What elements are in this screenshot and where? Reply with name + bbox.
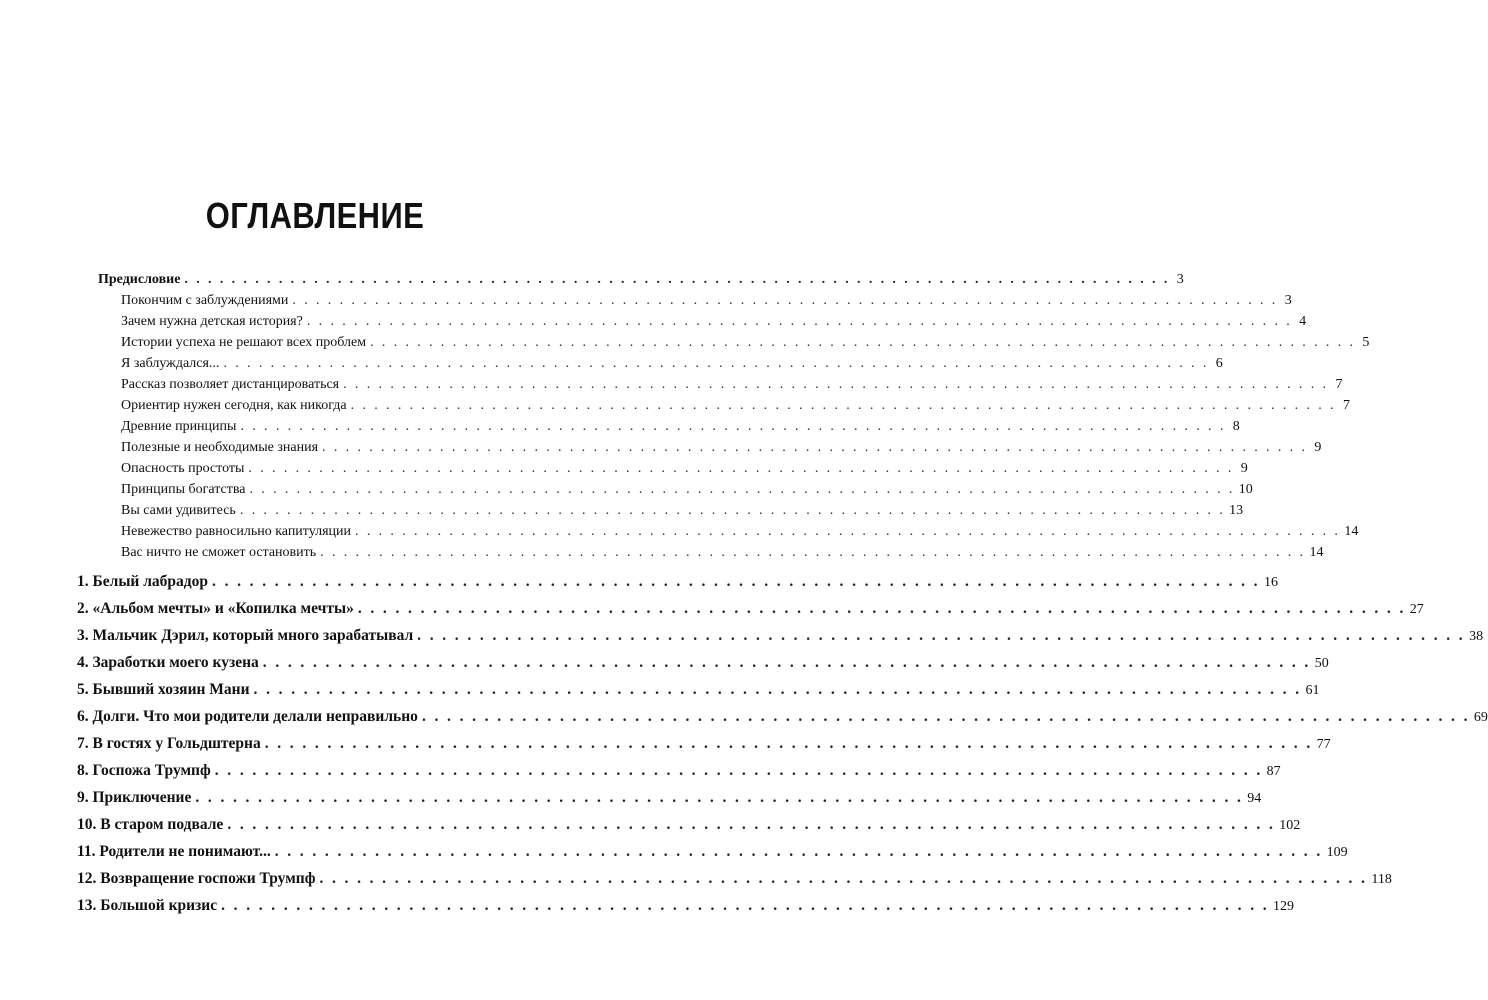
toc-leader-dots: . . . . . . . . . . . . . . . . . . . . . . . . . . . . . . . . . . . . . . . . . . . . . . . . . . . . . . . . . . . . . . . . . . . . . . . . . . . . . . . . . . . . (184, 272, 1170, 287)
toc-entry-label: Невежество равносильно капитуляции (121, 524, 352, 539)
toc-section[interactable] (121, 377, 1343, 393)
toc-page-number: 87 (1266, 764, 1281, 779)
toc-leader-dots: . . . . . . . . . . . . . . . . . . . . . . . . . . . . . . . . . . . . . . . . . . . . . . . . . . . . . . . . . . . . . . . . . . . . . . . . . . . . . . . . . . . . (417, 627, 1466, 644)
toc-entry-label: Я заблуждался... (121, 356, 220, 371)
toc-entry-label: 2. «Альбом мечты» и «Копилка мечты» (77, 600, 354, 617)
toc-entry-label: Предисловие (98, 272, 181, 287)
toc-leader-dots: . . . . . . . . . . . . . . . . . . . . . . . . . . . . . . . . . . . . . . . . . . . . . . . . . . . . . . . . . . . . . . . . . . . . . . . . . . . . . . . . . . . . (240, 419, 1226, 434)
toc-chapter[interactable] (77, 654, 1329, 672)
toc-entry-label: Рассказ позволяет дистанцироваться (121, 377, 340, 392)
toc-chapter[interactable] (77, 573, 1278, 591)
toc-section[interactable] (121, 461, 1248, 477)
toc-entry-label: 12. Возвращение госпожи Трумпф (77, 870, 316, 887)
toc-page-number: 10 (1238, 482, 1253, 497)
toc-section[interactable] (121, 545, 1324, 561)
toc-entry-label: 5. Бывший хозяин Мани (77, 681, 250, 698)
toc-leader-dots: . . . . . . . . . . . . . . . . . . . . . . . . . . . . . . . . . . . . . . . . . . . . . . . . . . . . . . . . . . . . . . . . . . . . . . . . . . . . . . . . . . . . (343, 377, 1329, 392)
toc-entry-label: 6. Долги. Что мои родители делали неправильно (77, 708, 418, 725)
toc-page-number: 102 (1279, 818, 1301, 833)
toc-entry-label: 11. Родители не понимают... (77, 843, 271, 860)
toc-page-number: 27 (1409, 602, 1424, 617)
toc-leader-dots: . . . . . . . . . . . . . . . . . . . . . . . . . . . . . . . . . . . . . . . . . . . . . . . . . . . . . . . . . . . . . . . . . . . . . . . . . . . . . . . . . . . . (350, 398, 1336, 413)
toc-page-number: 61 (1305, 683, 1320, 698)
toc-page-number: 129 (1273, 899, 1295, 914)
toc-entry-label: 4. Заработки моего кузена (77, 654, 259, 671)
toc-section[interactable] (121, 356, 1223, 372)
toc-section[interactable] (121, 524, 1359, 540)
toc-entry-label: Принципы богатства (121, 482, 246, 497)
toc-page-number: 3 (1284, 293, 1292, 308)
toc-entry-label: 8. Госпожа Трумпф (77, 762, 211, 779)
toc-entry-label: Зачем нужна детская история? (121, 314, 303, 329)
toc-page-number: 3 (1176, 272, 1184, 287)
toc-leader-dots: . . . . . . . . . . . . . . . . . . . . . . . . . . . . . . . . . . . . . . . . . . . . . . . . . . . . . . . . . . . . . . . . . . . . . . . . . . . . . . . . . . . . (370, 335, 1356, 350)
toc-leader-dots: . . . . . . . . . . . . . . . . . . . . . . . . . . . . . . . . . . . . . . . . . . . . . . . . . . . . . . . . . . . . . . . . . . . . . . . . . . . . . . . . . . . . (306, 314, 1293, 329)
toc-chapter[interactable] (77, 897, 1295, 915)
toc-page-number: 38 (1469, 629, 1484, 644)
toc-chapter[interactable] (77, 708, 1488, 726)
toc-leader-dots: . . . . . . . . . . . . . . . . . . . . . . . . . . . . . . . . . . . . . . . . . . . . . . . . . . . . . . . . . . . . . . . . . . . . . . . . . . . . . . . . . . . . (322, 440, 1308, 455)
toc-leader-dots: . . . . . . . . . . . . . . . . . . . . . . . . . . . . . . . . . . . . . . . . . . . . . . . . . . . . . . . . . . . . . . . . . . . . . . . . . . . . . . . . . . . . (223, 356, 1209, 371)
toc-page-number: 118 (1371, 872, 1392, 887)
toc-leader-dots: . . . . . . . . . . . . . . . . . . . . . . . . . . . . . . . . . . . . . . . . . . . . . . . . . . . . . . . . . . . . . . . . . . . . . . . . . . . . . . . . . . . . (262, 654, 1311, 671)
toc-section[interactable] (121, 398, 1350, 414)
toc-entry-label: 10. В старом подвале (77, 816, 224, 833)
toc-section[interactable] (121, 314, 1307, 330)
toc-section[interactable] (121, 419, 1240, 435)
toc-entry-label: Древние принципы (121, 419, 237, 434)
toc-leader-dots: . . . . . . . . . . . . . . . . . . . . . . . . . . . . . . . . . . . . . . . . . . . . . . . . . . . . . . . . . . . . . . . . . . . . . . . . . . . . . . . . . . . . (421, 708, 1470, 725)
toc-leader-dots: . . . . . . . . . . . . . . . . . . . . . . . . . . . . . . . . . . . . . . . . . . . . . . . . . . . . . . . . . . . . . . . . . . . . . . . . . . . . . . . . . . . . (214, 762, 1263, 779)
toc-chapter[interactable] (77, 870, 1392, 888)
toc-page-number: 7 (1335, 377, 1343, 392)
toc-entry-label: Вы сами удивитесь (121, 503, 236, 518)
toc-page-number: 5 (1362, 335, 1370, 350)
toc-entry-label: 3. Мальчик Дэрил, который много зарабатывал (77, 627, 414, 644)
toc-page-number: 6 (1215, 356, 1223, 371)
toc-chapter[interactable] (77, 843, 1348, 861)
toc-leader-dots: . . . . . . . . . . . . . . . . . . . . . . . . . . . . . . . . . . . . . . . . . . . . . . . . . . . . . . . . . . . . . . . . . . . . . . . . . . . . . . . . . . . . (195, 789, 1244, 806)
toc-page-number: 13 (1229, 503, 1244, 518)
toc-leader-dots: . . . . . . . . . . . . . . . . . . . . . . . . . . . . . . . . . . . . . . . . . . . . . . . . . . . . . . . . . . . . . . . . . . . . . . . . . . . . . . . . . . . . (355, 524, 1341, 539)
toc-chapter[interactable] (77, 681, 1320, 699)
toc-leader-dots: . . . . . . . . . . . . . . . . . . . . . . . . . . . . . . . . . . . . . . . . . . . . . . . . . . . . . . . . . . . . . . . . . . . . . . . . . . . . . . . . . . . . (239, 503, 1226, 518)
toc-entry-label: Ориентир нужен сегодня, как никогда (121, 398, 347, 413)
toc-page-number: 9 (1314, 440, 1322, 455)
toc-page-number: 14 (1344, 524, 1359, 539)
toc-page-number: 94 (1247, 791, 1262, 806)
toc-preface[interactable] (98, 272, 1184, 288)
toc-chapter[interactable] (77, 600, 1424, 618)
toc-entry-label: Покончим с заблуждениями (121, 293, 289, 308)
toc-leader-dots: . . . . . . . . . . . . . . . . . . . . . . . . . . . . . . . . . . . . . . . . . . . . . . . . . . . . . . . . . . . . . . . . . . . . . . . . . . . . . . . . . . . . (248, 461, 1234, 476)
toc-chapter[interactable] (77, 789, 1262, 807)
toc-entry-label: 13. Большой кризис (77, 897, 218, 914)
toc-page-number: 69 (1473, 710, 1488, 725)
toc-leader-dots: . . . . . . . . . . . . . . . . . . . . . . . . . . . . . . . . . . . . . . . . . . . . . . . . . . . . . . . . . . . . . . . . . . . . . . . . . . . . . . . . . . . . (264, 735, 1313, 752)
toc-leader-dots: . . . . . . . . . . . . . . . . . . . . . . . . . . . . . . . . . . . . . . . . . . . . . . . . . . . . . . . . . . . . . . . . . . . . . . . . . . . . . . . . . . . . (357, 600, 1406, 617)
toc-entry-label: 9. Приключение (77, 789, 192, 806)
page-title: ОГЛАВЛЕНИЕ (205, 195, 425, 236)
toc-leader-dots: . . . . . . . . . . . . . . . . . . . . . . . . . . . . . . . . . . . . . . . . . . . . . . . . . . . . . . . . . . . . . . . . . . . . . . . . . . . . . . . . . . . . (212, 573, 1260, 590)
toc-page-number: 16 (1263, 575, 1278, 590)
toc-chapter[interactable] (77, 735, 1331, 753)
toc-entry-label: 7. В гостях у Гольдштерна (77, 735, 261, 752)
toc-page-number: 4 (1299, 314, 1307, 329)
toc-leader-dots: . . . . . . . . . . . . . . . . . . . . . . . . . . . . . . . . . . . . . . . . . . . . . . . . . . . . . . . . . . . . . . . . . . . . . . . . . . . . . . . . . . . . (292, 293, 1278, 308)
toc-chapter[interactable] (77, 762, 1281, 780)
toc-section[interactable] (121, 440, 1322, 456)
toc-leader-dots: . . . . . . . . . . . . . . . . . . . . . . . . . . . . . . . . . . . . . . . . . . . . . . . . . . . . . . . . . . . . . . . . . . . . . . . . . . . . . . . . . . . . (221, 897, 1270, 914)
toc-page-number: 50 (1314, 656, 1329, 671)
toc-leader-dots: . . . . . . . . . . . . . . . . . . . . . . . . . . . . . . . . . . . . . . . . . . . . . . . . . . . . . . . . . . . . . . . . . . . . . . . . . . . . . . . . . . . . (274, 843, 1323, 860)
toc-leader-dots: . . . . . . . . . . . . . . . . . . . . . . . . . . . . . . . . . . . . . . . . . . . . . . . . . . . . . . . . . . . . . . . . . . . . . . . . . . . . . . . . . . . . (320, 545, 1306, 560)
toc-leader-dots: . . . . . . . . . . . . . . . . . . . . . . . . . . . . . . . . . . . . . . . . . . . . . . . . . . . . . . . . . . . . . . . . . . . . . . . . . . . . . . . . . . . . (249, 482, 1235, 497)
toc-page-number: 7 (1342, 398, 1350, 413)
toc-leader-dots: . . . . . . . . . . . . . . . . . . . . . . . . . . . . . . . . . . . . . . . . . . . . . . . . . . . . . . . . . . . . . . . . . . . . . . . . . . . . . . . . . . . . (319, 870, 1368, 887)
toc-entry-label: Опасность простоты (121, 461, 245, 476)
toc-chapter[interactable] (77, 816, 1301, 834)
toc-section[interactable] (121, 482, 1253, 498)
toc-section[interactable] (121, 293, 1292, 309)
toc-page-number: 109 (1326, 845, 1348, 860)
toc-page-number: 9 (1240, 461, 1248, 476)
toc-page-number: 14 (1309, 545, 1324, 560)
toc-entry-label: 1. Белый лабрадор (77, 573, 209, 590)
toc-leader-dots: . . . . . . . . . . . . . . . . . . . . . . . . . . . . . . . . . . . . . . . . . . . . . . . . . . . . . . . . . . . . . . . . . . . . . . . . . . . . . . . . . . . . (227, 816, 1276, 833)
toc-page-number: 8 (1232, 419, 1240, 434)
toc-section[interactable] (121, 503, 1244, 519)
toc-page-number: 77 (1316, 737, 1331, 752)
toc-entry-label: Истории успеха не решают всех проблем (121, 335, 367, 350)
toc-leader-dots: . . . . . . . . . . . . . . . . . . . . . . . . . . . . . . . . . . . . . . . . . . . . . . . . . . . . . . . . . . . . . . . . . . . . . . . . . . . . . . . . . . . . (253, 681, 1302, 698)
toc-chapter[interactable] (77, 627, 1484, 645)
toc-entry-label: Полезные и необходимые знания (121, 440, 319, 455)
toc-section[interactable] (121, 335, 1370, 351)
toc-entry-label: Вас ничто не сможет остановить (121, 545, 317, 560)
